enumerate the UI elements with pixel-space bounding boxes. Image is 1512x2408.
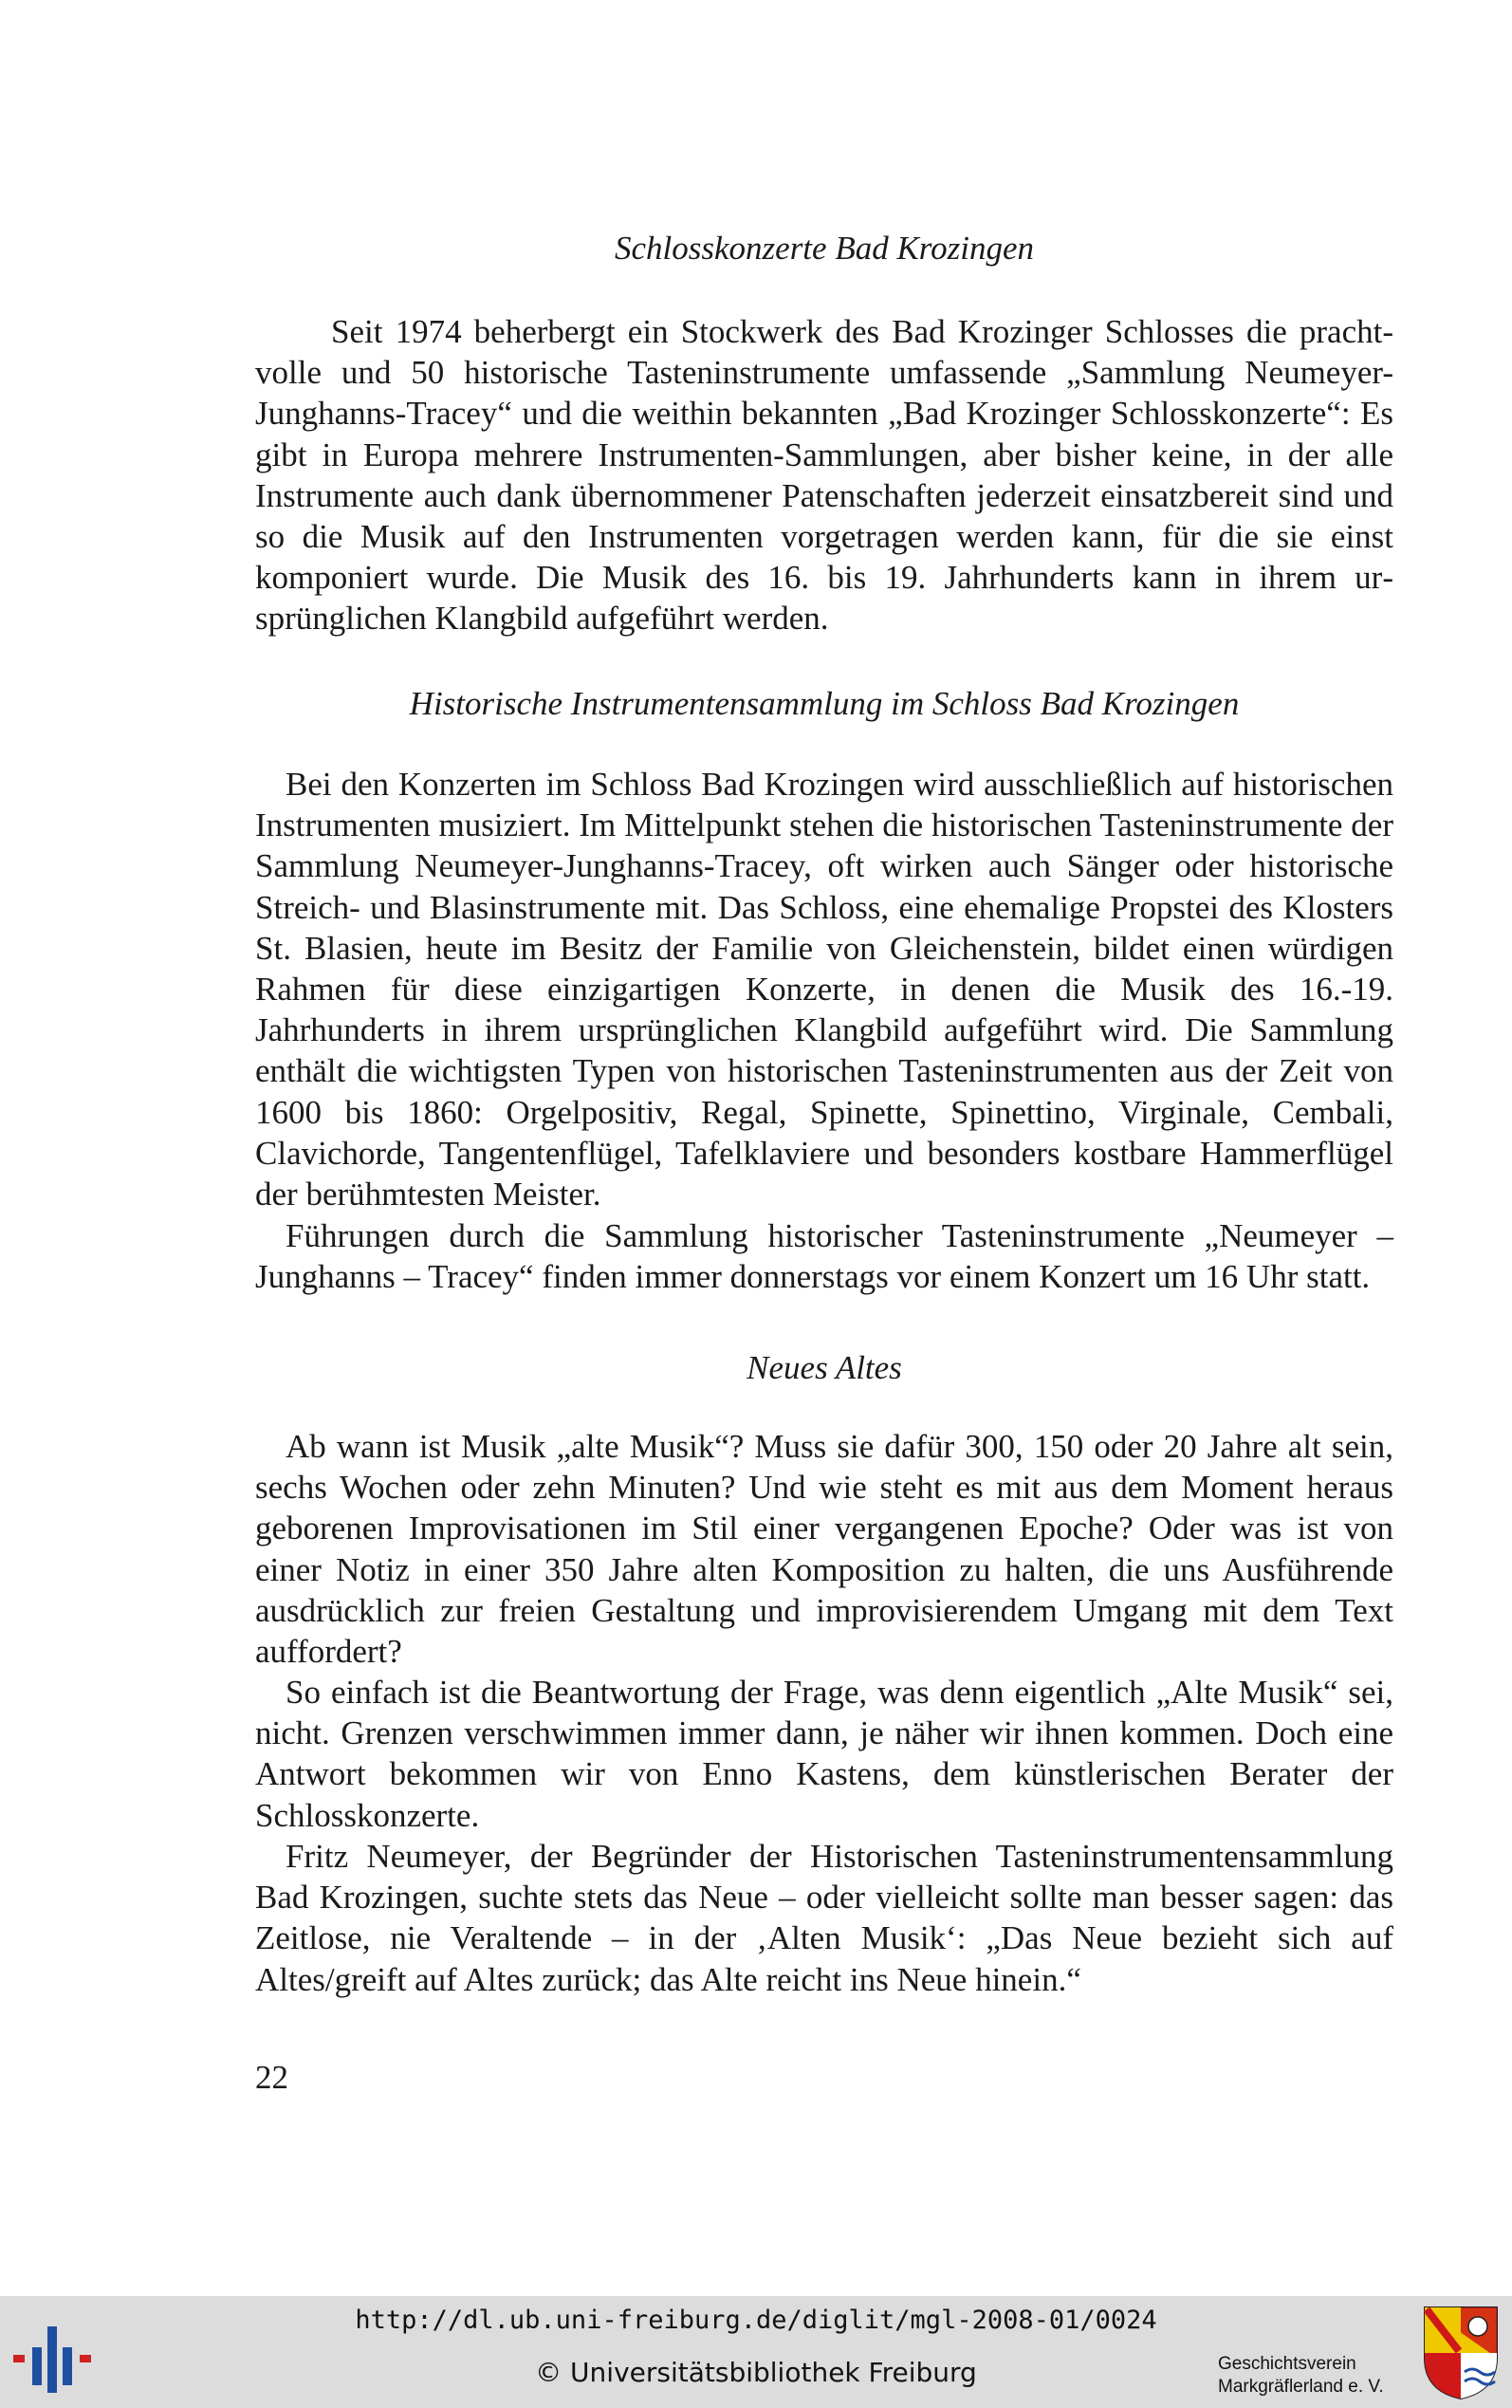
paragraph: So einfach ist die Beantwortung der Frage, was denn eigentlich „Alte Musik“ sei, nicht. Grenzen verschwimmen immer dann, je näher wir ihnen kommen. Doch eine Antwort bekommen wir von Enno Kastens, dem künstlerischen Berater der Schlosskonzerte. [255,1674,1393,1834]
section-heading: Schlosskonzerte Bad Krozingen [615,230,1034,267]
footer-url-link[interactable]: http://dl.ub.uni-freiburg.de/diglit/mgl-2008-01/0024 [355,2306,1157,2335]
paragraph: Seit 1974 beherbergt ein Stockwerk des Bad Krozinger Schlosses die prachtvolle und 50 historische Tasteninstrumente umfassende „Sammlung Neumeyer-Junghanns-Tracey“ und die weithin bekannten „Bad Krozinger Schlosskonzerte“: Es gibt in Europa mehrere Instrumenten-Sammlungen, aber bisher keine, in der alle Instrumente auch dank übernommener Patenschaften jederzeit einsatzbereit sind und so die Musik auf den Instrumenten vorgetragen werden kann, für die sie einst komponiert wurde. Die Musik des 16. bis 19. Jahrhunderts kann in ihrem ursprünglichen Klangbild aufgeführt werden. [255,313,1393,638]
footer-copyright: © Universitätsbibliothek Freiburg [535,2357,977,2388]
paragraph: Führungen durch die Sammlung historischer Tasteninstrumente „Neumeyer – Junghanns – Tracey“ finden immer donnerstags vor einem Konzert um 16 Uhr statt. [255,1217,1393,1296]
section-heading: Historische Instrumentensammlung im Schloss Bad Krozingen [409,685,1240,722]
paragraph: Bei den Konzerten im Schloss Bad Krozingen wird ausschließlich auf historischen Instrumenten musiziert. Im Mittelpunkt stehen die historischen Tasteninstrumente der Sammlung Neumeyer-Junghanns-Tracey, oft wirken auch Sänger oder historische Streich- und Blasinstrumente mit. Das Schloss, eine ehemalige Propstei des Klosters St. Blasien, heute im Besitz der Familie von Gleichenstein, bildet einen würdigen Rahmen für diese einzigartigen Konzerte, in denen die Musik des 16.-19. Jahrhunderts in ihrem ursprünglichen Klangbild aufgeführt wird. Die Sammlung enthält die wichtigsten Typen von historischen Tasteninstrumenten aus der Zeit von 1600 bis 1860: Orgelpositiv, Regal, Spinette, Spinettino, Virginale, Cembali, Clavichorde, Tangentenflügel, Tafelklaviere und besonders kostbare Hammerflügel der berühmtesten Meister. [255,766,1393,1213]
markgraeflerland-crest-icon [1423,2306,1499,2400]
section-heading: Neues Altes [747,1349,902,1386]
publisher-name [1218,2353,1408,2399]
publisher-line-1: Geschichtsverein [1218,2354,1356,2374]
paragraph: Fritz Neumeyer, der Begründer der Historischen Tasteninstrumentensammlung Bad Krozingen, suchte stets das Neue – oder vielleicht sollte man besser sagen: das Zeitlose, nie Veraltende – in der ‚Alten Musik‘: „Das Neue bezieht sich auf Altes/greift auf Altes zurück; das Alte reicht ins Neue hinein.“ [255,1838,1393,1998]
paragraph: Ab wann ist Musik „alte Musik“? Muss sie dafür 300, 150 oder 20 Jahre alt sein, sechs Wochen oder zehn Minuten? Und wie steht es mit aus dem Moment heraus geborenen Improvisationen im Stil einer vergangenen Epoche? Oder was ist von einer Notiz in einer 350 Jahre alten Komposition zu halten, die uns Ausführende ausdrücklich zur freien Gestaltung und improvisierendem Umgang mit dem Text auffordert? [255,1428,1393,1671]
page-number: 22 [255,2059,288,2096]
footer-bar [0,2296,1512,2408]
publisher-line-2: Markgräflerland e. V. [1218,2377,1384,2397]
